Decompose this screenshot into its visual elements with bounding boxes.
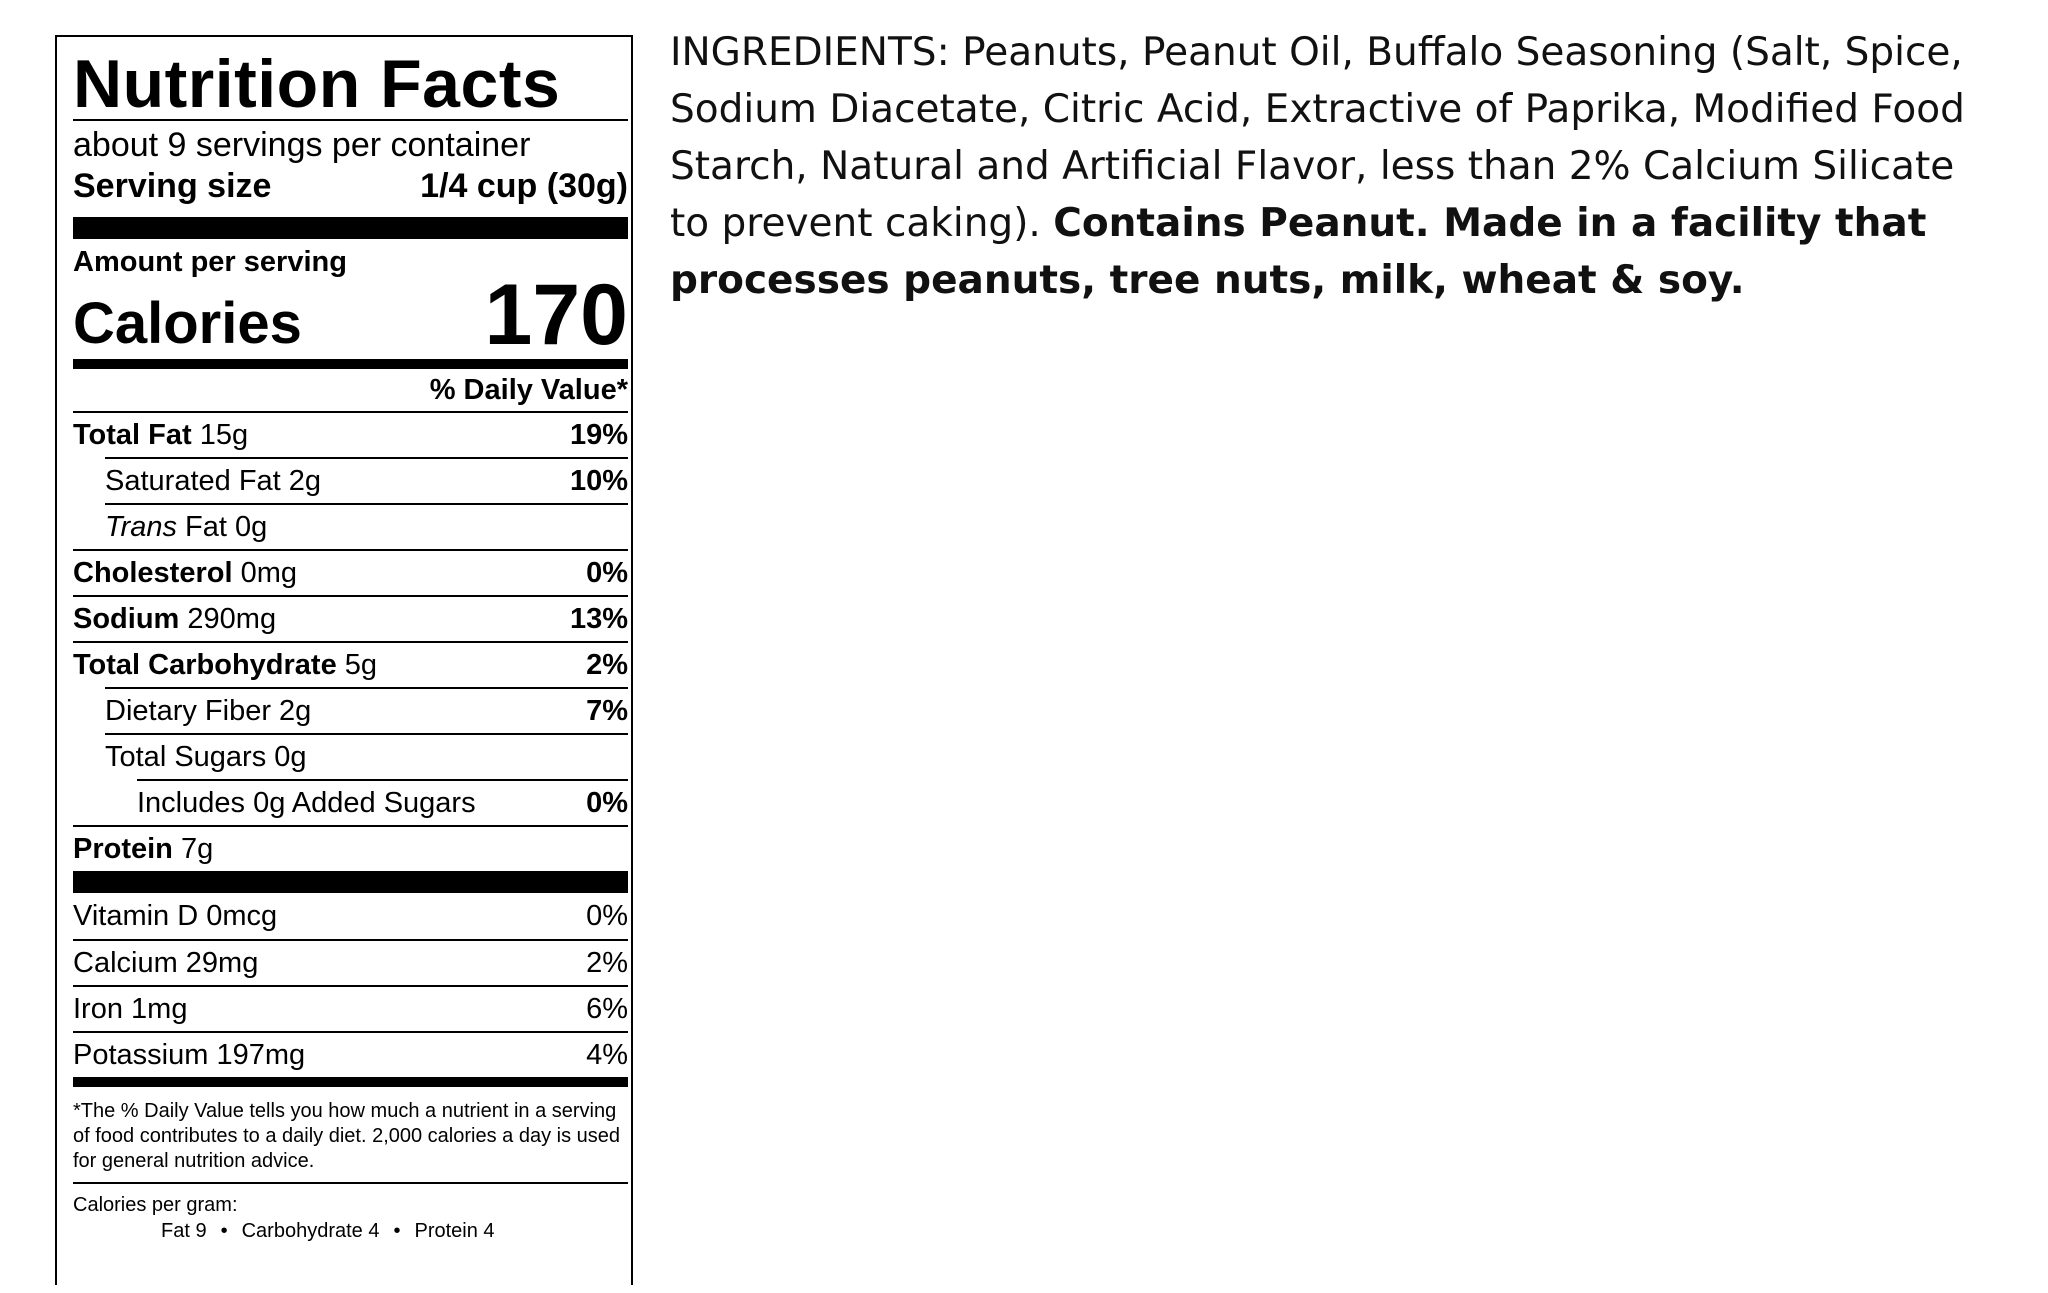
nutrient-daily-value: 10%	[569, 464, 628, 497]
vitamin-daily-value: 0%	[586, 899, 628, 932]
calories-per-gram	[73, 1192, 628, 1244]
nutrient-daily-value: 13%	[569, 602, 628, 635]
carbohydrate-calories-per-gram: Carbohydrate 4	[241, 1220, 380, 1242]
daily-value-footnote: *The % Daily Value tells you how much a nutrient in a serving of food contributes to a daily diet. 2,000 calories a day is used for general nutrition advice.	[73, 1100, 621, 1172]
nutrient-row-cholesterol	[73, 549, 628, 595]
nutrient-row-total-sugars	[105, 733, 628, 779]
thick-divider	[73, 871, 628, 893]
vitamin-name: Vitamin D 0mcg	[73, 899, 278, 932]
vitamin-daily-value: 6%	[586, 992, 628, 1025]
vitamin-name: Iron 1mg	[73, 992, 188, 1025]
vitamin-row-potassium	[73, 1031, 628, 1077]
nutrient-name: Protein 7g	[73, 832, 214, 865]
nutrition-facts-title: Nutrition Facts	[73, 46, 561, 122]
nutrient-name: Dietary Fiber 2g	[105, 694, 312, 727]
bullet-separator: •	[393, 1220, 401, 1242]
nutrient-daily-value: 0%	[586, 786, 628, 819]
vitamin-daily-value: 2%	[586, 946, 628, 979]
nutrient-row-protein	[73, 825, 628, 871]
nutrient-name: Total Fat 15g	[73, 418, 249, 451]
vitamin-row-vitamin-d	[73, 893, 628, 939]
daily-value-header: % Daily Value*	[429, 374, 628, 406]
nutrient-row-added-sugars	[137, 779, 628, 825]
vitamin-daily-value: 4%	[586, 1038, 628, 1071]
protein-calories-per-gram: Protein 4	[414, 1220, 495, 1242]
vitamin-row-iron	[73, 985, 628, 1031]
nutrient-name: Total Sugars 0g	[105, 740, 307, 773]
servings-per-container: about 9 servings per container	[73, 126, 531, 164]
nutrient-row-total-carbohydrate	[73, 641, 628, 687]
ingredients-panel	[670, 24, 2000, 309]
nutrient-name: Total Carbohydrate 5g	[73, 648, 378, 681]
nutrient-name: Sodium 290mg	[73, 602, 277, 635]
calories-per-gram-label: Calories per gram:	[73, 1194, 238, 1216]
allergen-statement: Contains Peanut. Made in a facility that processes peanuts, tree nuts, milk, wheat & soy.	[670, 201, 1927, 303]
nutrient-daily-value: 0%	[586, 556, 628, 589]
nutrient-name: Trans Fat 0g	[105, 510, 268, 543]
nutrition-facts-label	[55, 35, 633, 1285]
vitamin-row-calcium	[73, 939, 628, 985]
nutrient-row-trans-fat	[105, 503, 628, 549]
nutrient-row-total-fat	[73, 411, 628, 457]
nutrient-row-dietary-fiber	[105, 687, 628, 733]
calories-value: 170	[484, 267, 628, 363]
nutrient-row-saturated-fat	[105, 457, 628, 503]
nutrient-daily-value: 2%	[586, 648, 628, 681]
bullet-separator: •	[220, 1220, 228, 1242]
nutrient-row-sodium	[73, 595, 628, 641]
amount-per-serving: Amount per serving	[73, 246, 347, 278]
calories-label: Calories	[73, 291, 302, 356]
ingredients-text: INGREDIENTS: Peanuts, Peanut Oil, Buffalo Seasoning (Salt, Spice, Sodium Diacetate, Citric Acid, Extractive of Paprika, Modified Food Starch, Natural and Artificial Flavor, less than 2% Calcium Silicate to prevent caking).	[670, 30, 1965, 246]
medium-divider	[73, 1077, 628, 1087]
nutrient-daily-value: 7%	[586, 694, 628, 727]
nutrition-facts-panel	[73, 37, 628, 1244]
vitamin-name: Calcium 29mg	[73, 946, 259, 979]
fat-calories-per-gram: Fat 9	[161, 1220, 207, 1242]
calories-per-gram-values	[73, 1218, 628, 1244]
serving-size-value: 1/4 cup (30g)	[420, 167, 628, 205]
nutrient-name: Saturated Fat 2g	[105, 464, 322, 497]
nutrient-name: Includes 0g Added Sugars	[137, 786, 476, 819]
thick-divider	[73, 217, 628, 239]
serving-size-label: Serving size	[73, 167, 272, 205]
nutrient-name: Cholesterol 0mg	[73, 556, 298, 589]
divider	[73, 1182, 628, 1184]
nutrient-daily-value: 19%	[569, 418, 628, 451]
calories-row	[73, 267, 628, 363]
serving-size-row	[73, 165, 628, 207]
vitamin-name: Potassium 197mg	[73, 1038, 306, 1071]
